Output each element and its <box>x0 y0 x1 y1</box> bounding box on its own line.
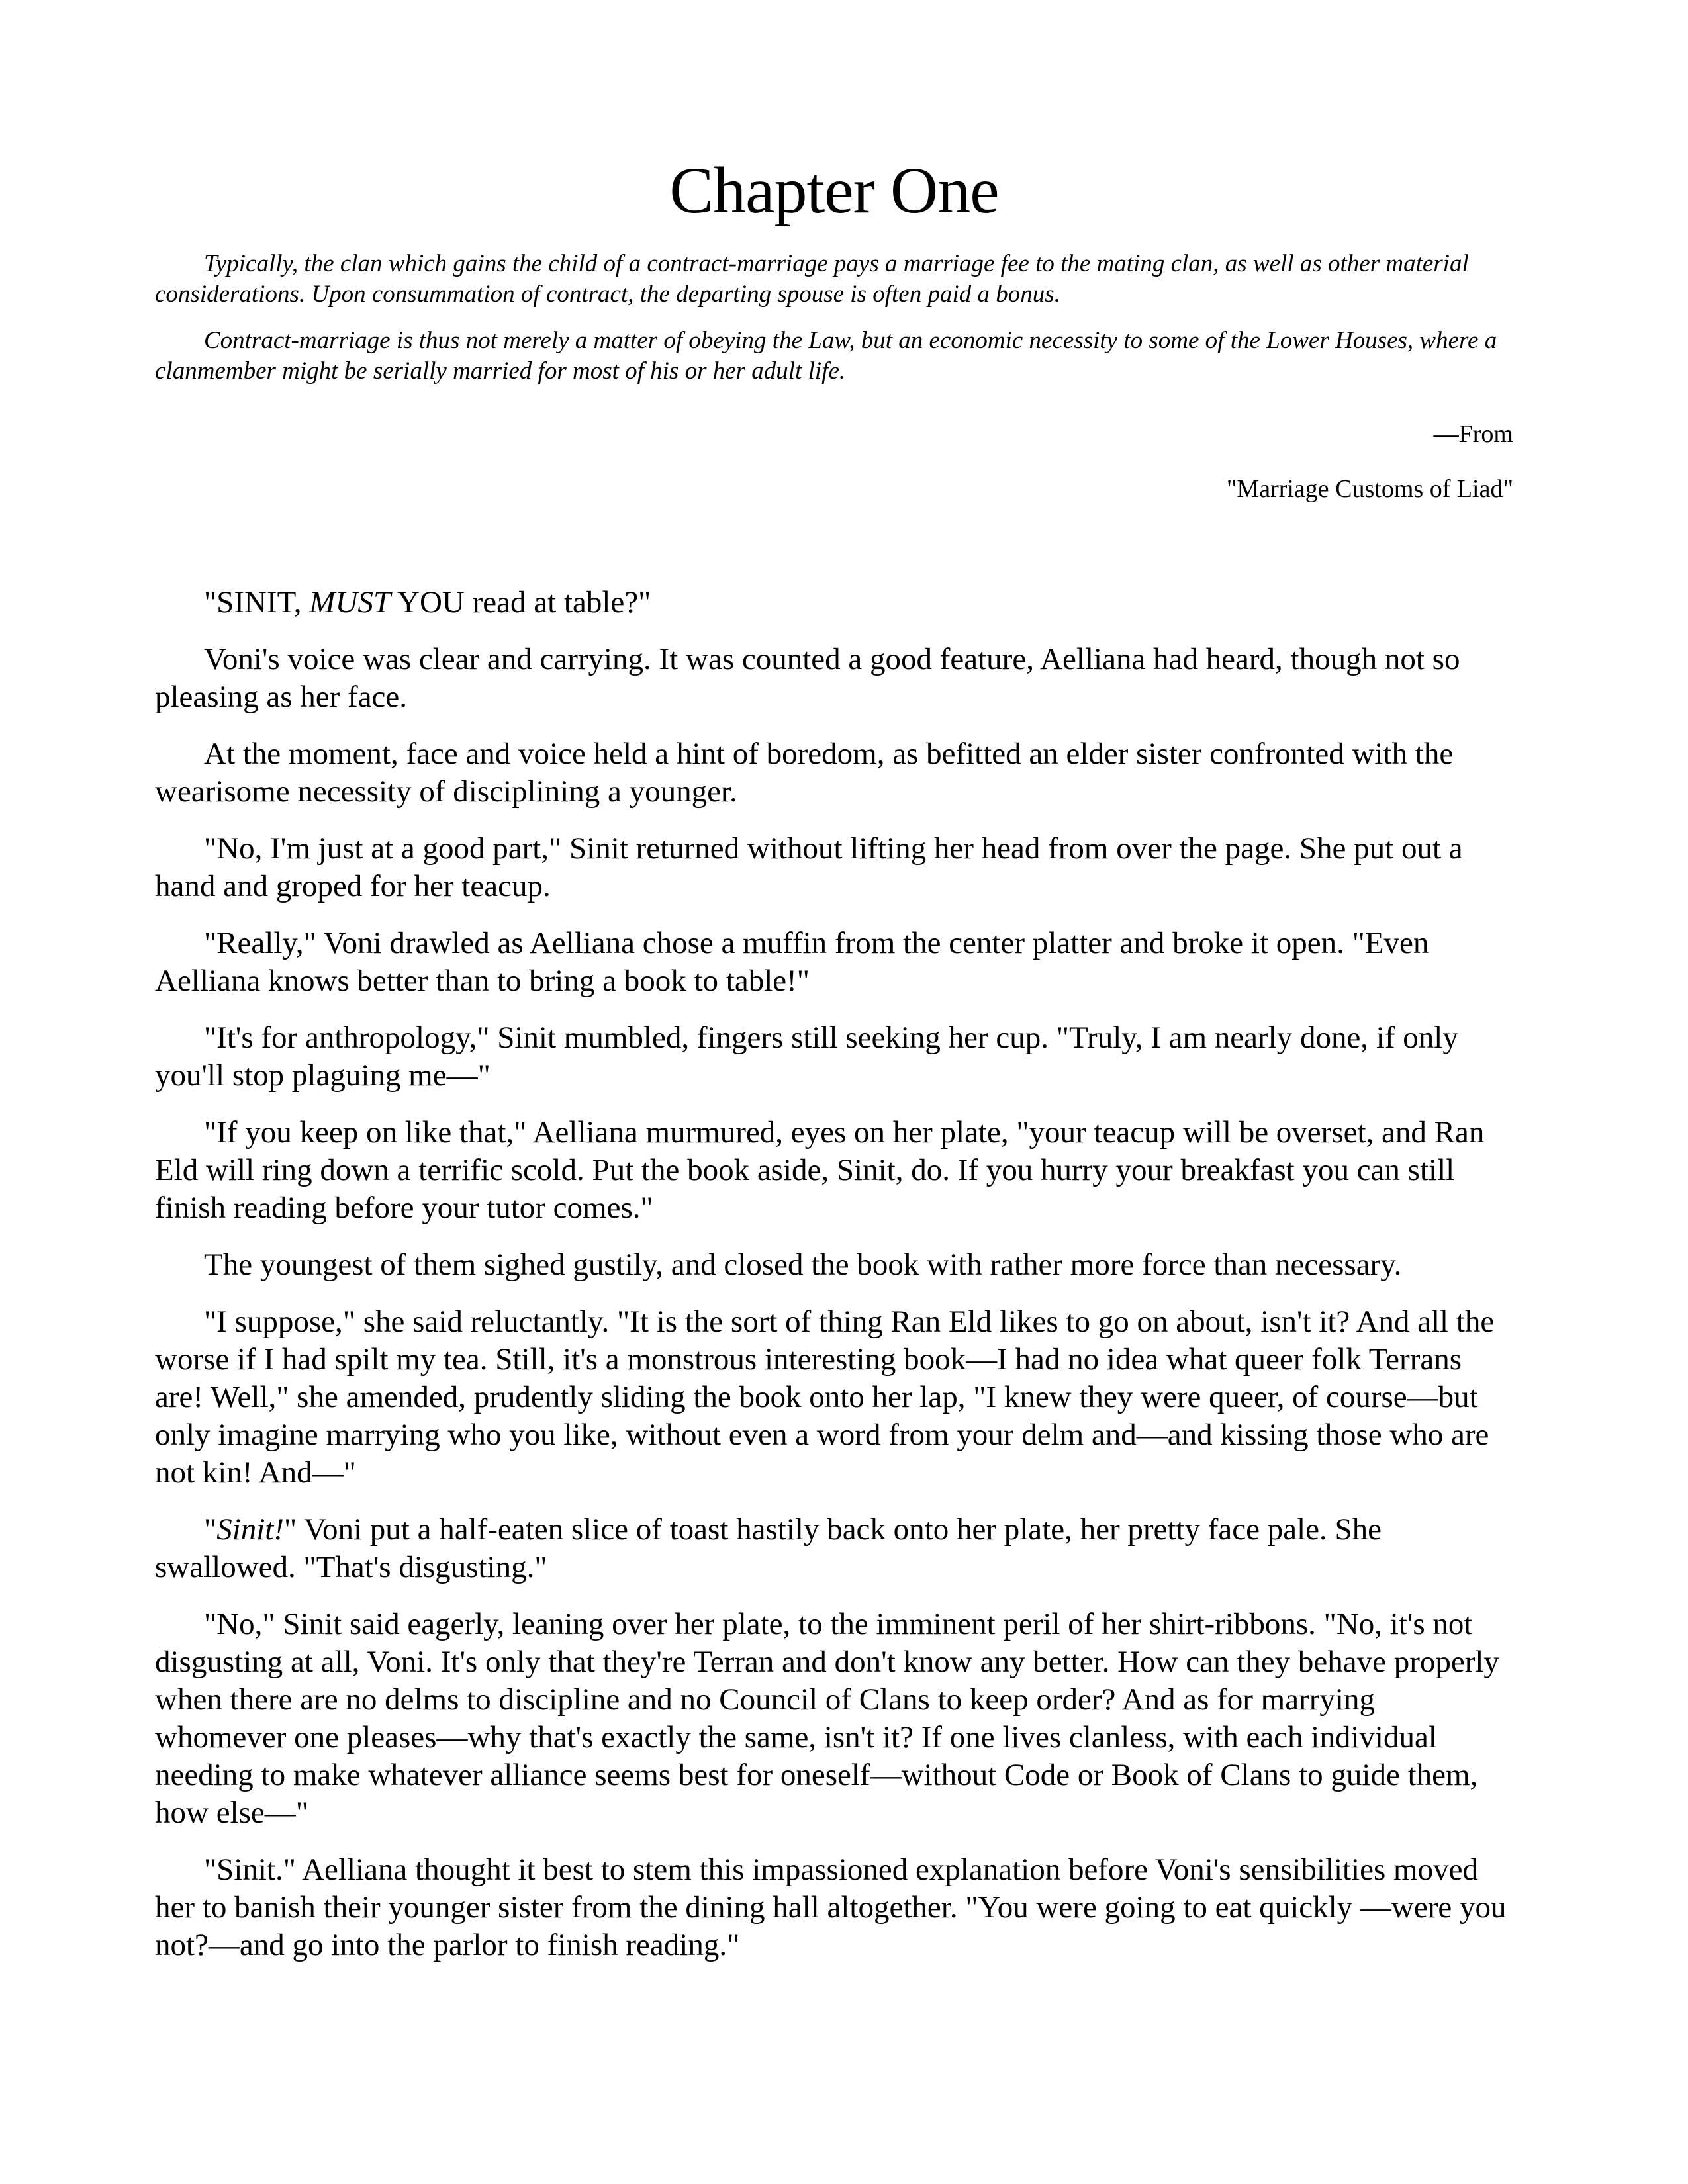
body-paragraph <box>155 584 1513 621</box>
body-paragraph: "No, I'm just at a good part," Sinit returned without lifting her head from over the page. She put out a hand and groped for her teacup. <box>155 831 1463 903</box>
body-paragraph <box>155 1511 1513 1586</box>
epigraph-attribution-prefix: —From <box>1433 420 1513 448</box>
text-run: " <box>204 1512 217 1547</box>
body-paragraph: Voni's voice was clear and carrying. It was counted a good feature, Aelliana had heard, though not so pleasing as her face. <box>155 642 1460 714</box>
epigraph-paragraph: Typically, the clan which gains the child of a contract-marriage pays a marriage fee to the mating clan, as well as other material considerations. Upon consummation of contract, the departing spouse is often paid a bonus. <box>155 250 1469 308</box>
epigraph-attribution-source: "Marriage Customs of Liad" <box>1226 475 1513 503</box>
chapter-title: Chapter One <box>669 154 999 227</box>
body-paragraph: "I suppose," she said reluctantly. "It is the sort of thing Ran Eld likes to go on about, isn't it? And all the worse if I had spilt my tea. Still, it's a monstrous interesting book—I had no idea what queer folk Terrans are! Well," she amended, prudently sliding the book onto her lap, "I knew they were queer, of course—but only imagine marrying who you like, without even a word from your delm and—and kissing those who are not kin! And—" <box>155 1304 1495 1490</box>
body-paragraph: "It's for anthropology," Sinit mumbled, fingers still seeking her cup. "Truly, I am nearly done, if only you'll stop plaguing me—" <box>155 1021 1458 1093</box>
epigraph-paragraph: Contract-marriage is thus not merely a matter of obeying the Law, but an economic necessity to some of the Lower Houses, where a clanmember might be serially married for most of his or her adult life. <box>155 327 1497 385</box>
emphasis-text: MUST <box>309 585 391 619</box>
body-paragraph: The youngest of them sighed gustily, and closed the book with rather more force than necessary. <box>204 1248 1402 1282</box>
text-run: " Voni put a half-eaten slice of toast hastily back onto her plate, her pretty face pale. She swallowed. "That's disgusting." <box>155 1512 1382 1584</box>
body-paragraph: "No," Sinit said eagerly, leaning over her plate, to the imminent peril of her shirt-ribbons. "No, it's not disgusting at all, Voni. It's only that they're Terran and don't know any better. How can they behave properly when there are no delms to discipline and no Council of Clans to keep order? And as for marrying whomever one pleases—why that's exactly the same, isn't it? If one lives clanless, with each individual needing to make whatever alliance seems best for oneself—without Code or Book of Clans to guide them, how else—" <box>155 1607 1499 1830</box>
body-paragraph: "If you keep on like that," Aelliana murmured, eyes on her plate, "your teacup will be overset, and Ran Eld will ring down a terrific scold. Put the book aside, Sinit, do. If you hurry your breakfast you can still finish reading before your tutor comes." <box>155 1115 1485 1225</box>
text-run: "SINIT, <box>204 585 310 619</box>
body-paragraph: "Really," Voni drawled as Aelliana chose a muffin from the center platter and broke it open. "Even Aelliana knows better than to bring a book to table!" <box>155 926 1429 998</box>
emphasis-text: Sinit! <box>216 1512 285 1547</box>
epigraph <box>155 249 1513 402</box>
text-run: YOU read at table?" <box>391 585 651 619</box>
body-paragraph: "Sinit." Aelliana thought it best to stem this impassioned explanation before Voni's sensibilities moved her to banish their younger sister from the dining hall altogether. "You were going to eat quickly —were you not?—and go into the parlor to finish reading." <box>155 1852 1507 1962</box>
body-paragraph: At the moment, face and voice held a hint of boredom, as befitted an elder sister confronted with the wearisome necessity of disciplining a younger. <box>155 737 1454 809</box>
chapter-body <box>155 584 1513 1983</box>
